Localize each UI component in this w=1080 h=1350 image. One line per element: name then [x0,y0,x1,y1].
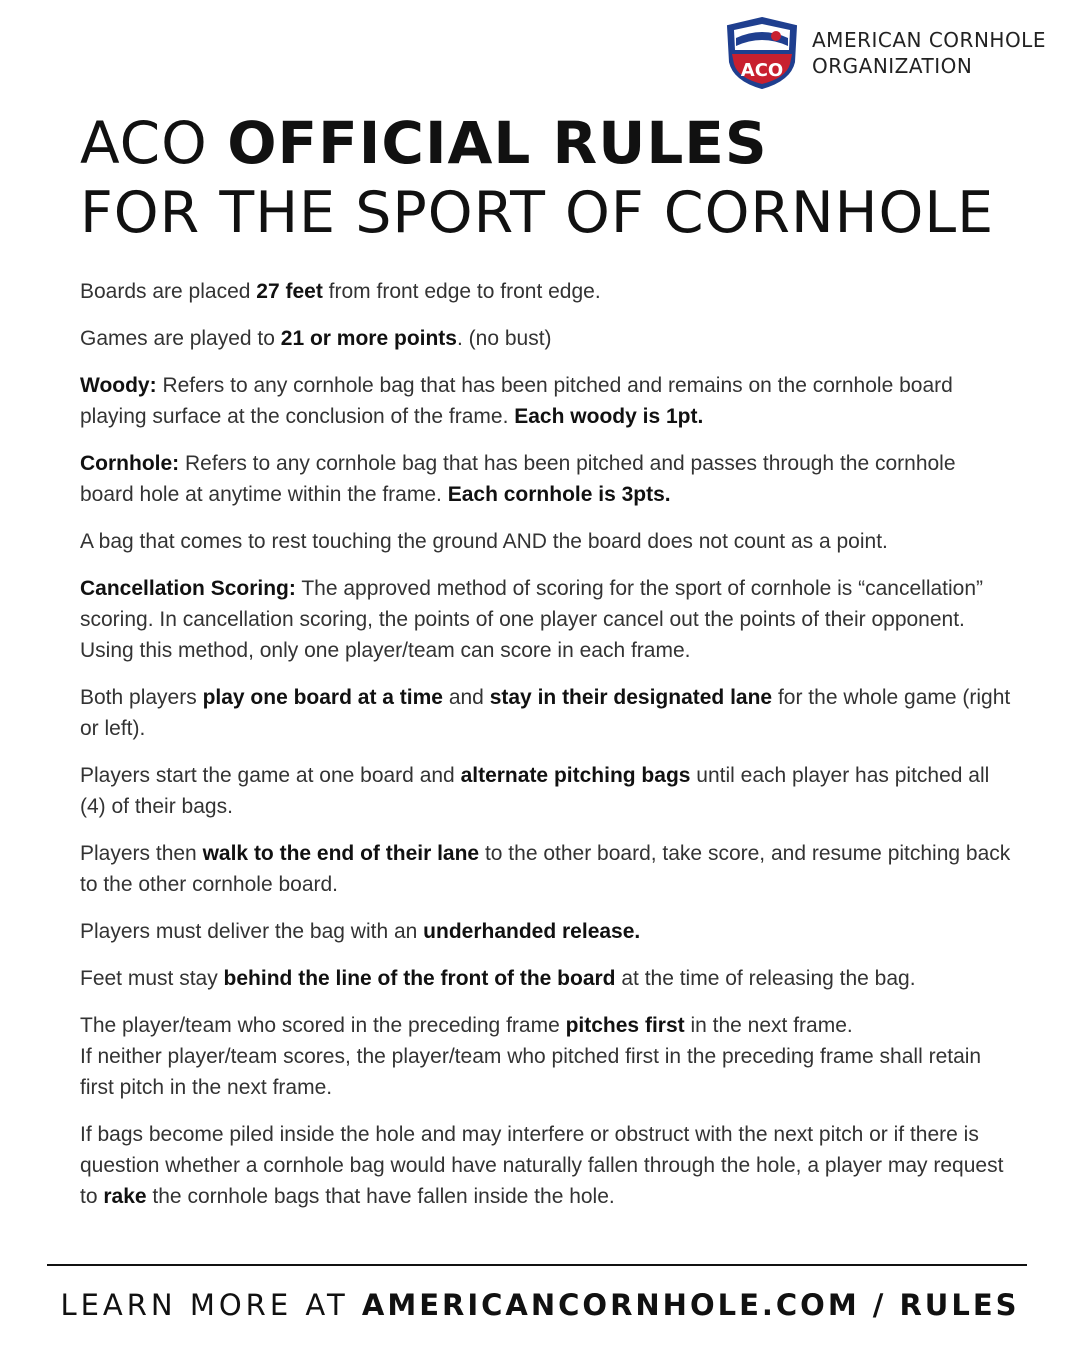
rule-item [80,370,1015,432]
rule-text: A bag that comes to rest touching the ground AND the board does not count as a point. [80,530,888,553]
rule-emphasis: pitches first [565,1014,685,1037]
rule-emphasis: underhanded release. [423,920,641,943]
footer-divider [47,1264,1027,1266]
rule-emphasis: Woody: [80,374,157,397]
rule-text: at the time of releasing the bag. [615,967,916,990]
rule-item [80,526,1015,557]
rule-text: Feet must stay [80,967,224,990]
title-aco: ACO [80,109,228,177]
rule-emphasis: Cornhole: [80,452,180,475]
rule-emphasis: alternate pitching bags [460,764,691,787]
rule-item [80,323,1015,354]
rule-text: Games are played to [80,327,281,350]
rule-text: The player/team who scored in the preceding frame [80,1014,566,1037]
rule-text: . (no bust) [456,327,552,350]
aco-logo [724,16,1046,90]
rule-text: If neither player/team scores, the player/team who pitched first in the preceding frame shall retain first pitch in the next frame. [80,1045,982,1099]
rule-item [80,838,1015,900]
rule-text: the cornhole bags that have fallen inside the hole. [146,1185,615,1208]
rule-item [80,682,1015,744]
rule-text: Players start the game at one board and [80,764,461,787]
rule-item [80,573,1015,666]
rule-item [80,963,1015,994]
rule-item [80,760,1015,822]
rule-emphasis: 27 feet [256,280,323,303]
shield-text: ACO [740,60,784,81]
rule-text: until each player has pitched all (4) of their bags. [80,764,990,818]
rule-text: Players then [80,842,203,865]
rule-emphasis: walk to the end of their lane [202,842,480,865]
rule-text: Refers to any cornhole bag that has been pitched and remains on the cornhole board playing surface at the conclusion of the frame. [80,374,953,428]
org-line-1: AMERICAN CORNHOLE [812,28,1046,52]
rule-text: from front edge to front edge. [322,280,601,303]
organization-name [812,27,1046,79]
rule-text: The approved method of scoring for the sport of cornhole is “cancellation” scoring. In cancellation scoring, the points of one player cancel out the points of their opponent. Using this method, only one player/team can score in each frame. [80,577,984,662]
org-line-2: ORGANIZATION [812,54,973,78]
rule-emphasis: 21 or more points [280,327,457,350]
rule-text: Players must deliver the bag with an [80,920,424,943]
rule-emphasis: stay in their designated lane [489,686,773,709]
rule-emphasis: play one board at a time [202,686,443,709]
rule-emphasis: behind the line of the front of the board [223,967,616,990]
rule-item [80,1119,1015,1212]
rule-text: and [442,686,490,709]
footer [0,1288,1080,1322]
rule-emphasis: Each woody is 1pt. [514,405,704,428]
rule-text: Boards are placed [80,280,257,303]
rule-text: for the whole game (right or left). [80,686,1011,740]
rule-item [80,276,1015,307]
title-line-1 [80,108,1040,178]
rule-text: If bags become piled inside the hole and may interfere or obstruct with the next pitch or if there is question whether a cornhole bag would have naturally fallen through the hole, a player may request to [80,1123,1004,1208]
footer-link[interactable]: AMERICANCORNHOLE.COM / RULES [361,1288,1020,1322]
rule-emphasis: rake [103,1185,147,1208]
rule-emphasis: Cancellation Scoring: [80,577,296,600]
rule-emphasis: Each cornhole is 3pts. [447,483,671,506]
rules-list [80,276,1015,1228]
rule-text: in the next frame. [684,1014,853,1037]
page-title [80,108,1040,248]
rule-item [80,916,1015,947]
rule-item [80,448,1015,510]
footer-lead: LEARN MORE AT [60,1288,362,1322]
rule-text: to the other board, take score, and resume pitching back to the other cornhole board. [80,842,1011,896]
aco-shield-icon [724,16,800,90]
rule-item [80,1010,1015,1103]
title-line-2: FOR THE SPORT OF CORNHOLE [80,180,995,246]
title-official-rules: OFFICIAL RULES [227,109,768,177]
rule-text: Refers to any cornhole bag that has been pitched and passes through the cornhole board hole at anytime within the frame. [80,452,956,506]
rule-text: Both players [80,686,203,709]
